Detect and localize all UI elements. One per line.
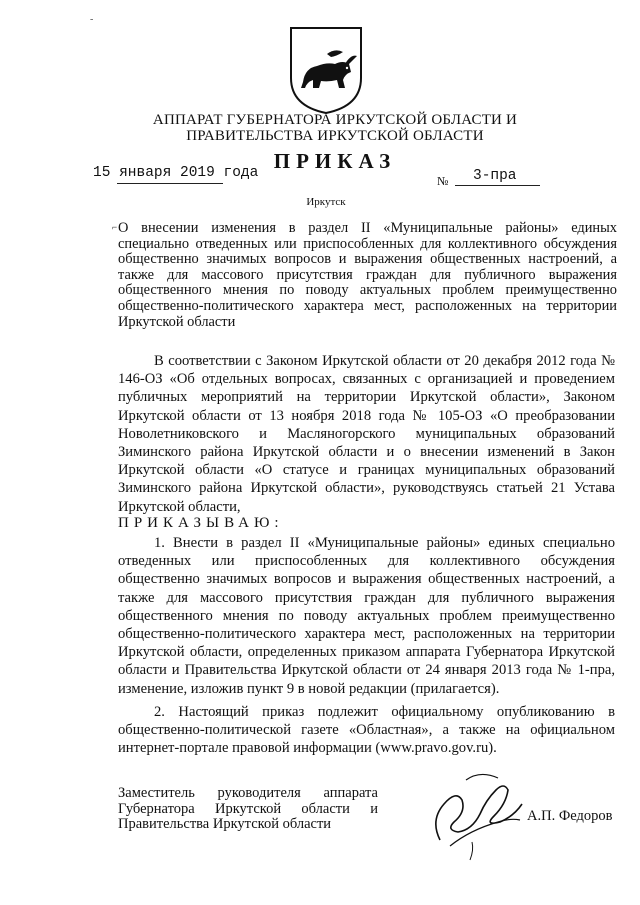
signer-name: А.П. Федоров [527,808,613,824]
subject-corner-mark: ⌐ [112,222,118,232]
signer-title [118,786,378,833]
preamble-text: В соответствии с Законом Иркутской области от 20 декабря 2012 года № 146-ОЗ «Об отдельных вопросах, связанных с организацией и проведением публичных мероприятий на территории Иркутской области», Законом Иркутской области от 13 ноября 2018 года № 105-ОЗ «О преобразовании Новолетниковского и Масляногорского муниципальных образований Зиминского района Иркутской области и о внесении изменений в Закон Иркутской области «О статусе и границах муниципальных образований Зиминского района Иркутской области», руководствуясь статьей 21 Устава Иркутской области, [118,353,615,515]
document-number: 3-пра [473,168,517,184]
handwritten-signature [410,760,540,870]
date-underline [117,183,223,184]
item-1-paragraph [118,534,615,698]
coat-of-arms-icon [287,24,365,116]
signer-title-line-2: Губернатора Иркутской области и [118,800,378,817]
scan-mark: - [90,14,94,25]
document-title: ПРИКАЗ [273,149,397,173]
item-1-text: 1. Внести в раздел II «Муниципальные районы» единых специально отведенных или приспособленных для коллективного обсуждения общественно значимых вопросов и выражения общественных настроений, а также для массового присутствия граждан для публичного выражения общественного мнения по поводу актуальных проблем преимущественно общественно-политического характера мест, расположенных на территории Иркутской области, определенных приказом аппарата Губернатора Иркутской области и Правительства Иркутской области от 24 января 2013 года № 1-пра, изменение, изложив пункт 9 в новой редакции (прилагается). [118,535,615,697]
organization-line-1: АППАРАТ ГУБЕРНАТОРА ИРКУТСКОЙ ОБЛАСТИ И [152,112,518,128]
order-word: ПРИКАЗЫВАЮ: [118,515,284,531]
signer-title-line-1: Заместитель руководителя аппарата [118,785,378,801]
organization-line-2: ПРАВИТЕЛЬСТВА ИРКУТСКОЙ ОБЛАСТИ [186,128,484,144]
signer-title-line-3: Правительства Иркутской области [118,816,332,832]
preamble-paragraph [118,352,615,516]
document-subject: О внесении изменения в раздел II «Муниципальные районы» единых специально отведенных или приспособленных для коллективного обсуждения общественно значимых вопросов и выражения общественных настроений, а также для массового присутствия граждан для публичного выражения общественного мнения по поводу актуальных проблем преимущественно общественно-политического характера мест, расположенных на территории Иркутской области [118,220,617,330]
number-sign: № [437,174,449,188]
document-date: 15 января 2019 года [93,165,259,181]
document-city: Иркутск [306,196,346,208]
item-2-text: 2. Настоящий приказ подлежит официальному опубликованию в общественно-политической газете «Областная», а также на официальном интернет-портале правовой информации (www.pravo.gov.ru). [118,704,615,757]
item-2-paragraph [118,703,615,758]
number-underline [455,185,540,186]
